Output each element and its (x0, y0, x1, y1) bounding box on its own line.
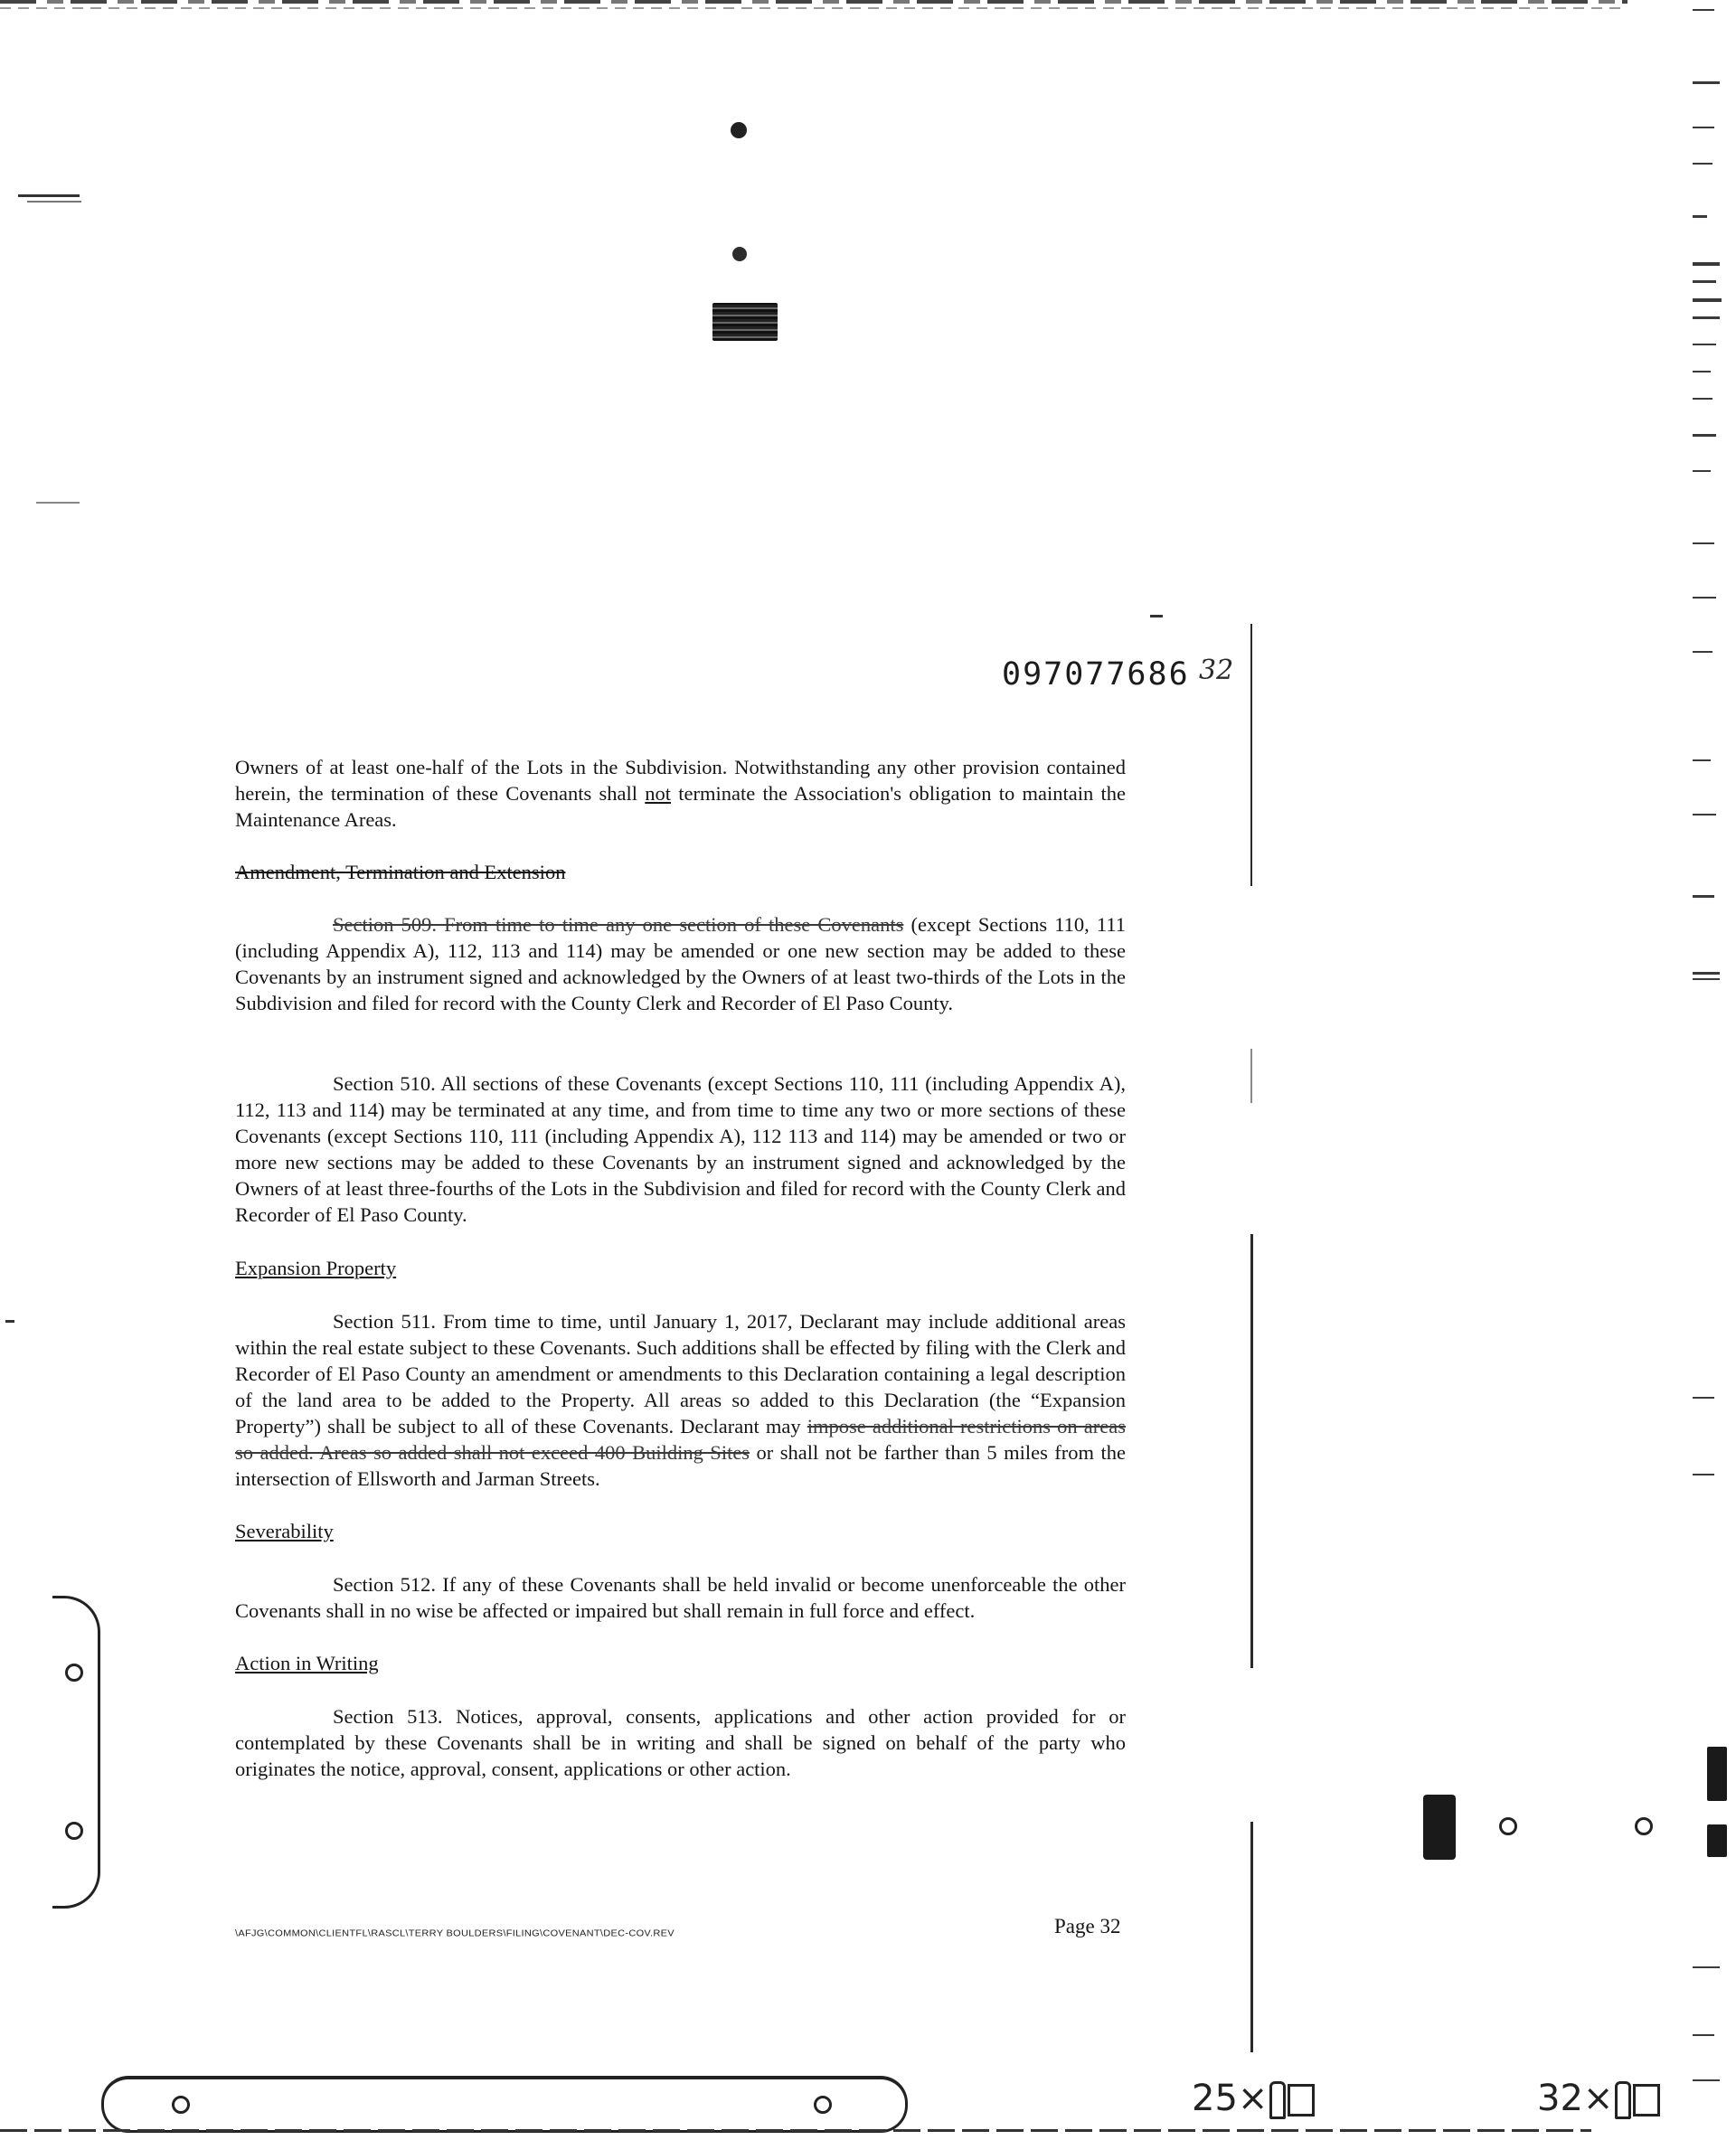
scan-border-bottom (0, 2129, 1591, 2132)
heading-action-in-writing: Action in Writing (235, 1652, 379, 1674)
scan-margin-mark (36, 502, 80, 504)
binder-ring (814, 2096, 832, 2114)
footer-file-path: \AFJG\COMMON\CLIENTFL\RASCL\TERRY BOULDERS\FILING\COVENANT\DEC-COV.REV (235, 1928, 675, 1939)
scan-size-label-right: 32× (1537, 2078, 1660, 2119)
scan-size-label-left: 25× (1192, 2078, 1315, 2119)
scan-margin-mark (5, 1320, 14, 1323)
scan-border-top-dashes (0, 7, 1628, 9)
section-510: Section 510. All sections of these Covenants (except Sections 110, 111 (including Appendix A), 112, 113 and 114) may be terminated at any time, and from time to time any two or more sections of these Covenants (except Sections 110, 111 (including Appendix A), 112 113 and 114) may be amended or two or more new sections may be added to these Covenants by an instrument signed and acknowledged by the Owners of at least three-fourths of the Lots in the Subdivision and filed for record with the County Clerk and Recorder of El Paso County. (235, 1072, 1126, 1226)
scan-vertical-line (1250, 1822, 1253, 2052)
recorder-stamp-mark (712, 303, 778, 341)
paragraph-intro: Owners of at least one-half of the Lots in the Subdivision. Notwithstanding any other provision contained herein, the termination of these Covenants shall not terminate the Association's obligation to maintain the Maintenance Areas. (235, 756, 1126, 831)
heading-amendment: Amendment, Termination and Extension (235, 861, 566, 883)
binder-ring (1499, 1817, 1517, 1835)
punch-hole-mark (731, 122, 747, 138)
binder-ring (65, 1822, 83, 1840)
scan-border-top (0, 0, 1628, 4)
scan-margin-mark (18, 194, 80, 197)
heading-severability: Severability (235, 1520, 334, 1542)
binder-bracket (52, 1596, 100, 1909)
section-512: Section 512. If any of these Covenants shall be held invalid or become unenforceable the other Covenants shall in no wise be affected or impaired but shall remain in full force and effect. (235, 1573, 1126, 1622)
scan-vertical-line (1250, 1234, 1253, 1668)
heading-expansion-property: Expansion Property (235, 1257, 397, 1279)
section-513: Section 513. Notices, approval, consents, applications and other action provided for or contemplated by these Covenants shall be in writing and shall be signed on behalf of the party who originates the notice, approval, consent, applications or other action. (235, 1705, 1126, 1780)
page-number: Page 32 (1054, 1915, 1121, 1937)
binder-tab (1423, 1795, 1456, 1860)
binder-ring (1635, 1817, 1653, 1835)
punch-hole-mark (732, 247, 747, 261)
section-511: Section 511. From time to time, until January 1, 2017, Declarant may include additional areas within the real estate subject to these Covenants. Such additions shall be effected by filing with the Clerk and Recorder of El Paso County an amendment or amendments to this Declaration containing a legal description of the land area to be added to the Property. All areas so added to this Declaration (the “Expansion Property”) shall be subject to all of these Covenants. Declarant may impose additional restrictions on areas so added. Areas so added shall not exceed 400 Building Sites or shall not be farther than 5 miles from the intersection of Ellsworth and Jarman Streets. (235, 1310, 1127, 1490)
recording-number-handwritten-suffix: 32 (1199, 655, 1234, 686)
recording-number: 097077686 (1002, 656, 1190, 693)
scan-edge-marks (1691, 0, 1736, 2140)
scan-bottom-frame (101, 2076, 908, 2133)
scan-vertical-line (1250, 624, 1252, 886)
scan-margin-mark (27, 201, 81, 203)
section-509: Section 509. From time to time any one section of these Covenants (except Sections 110, 111 (including Appendix A), 112, 113 and 114) may be amended or one new section may be added to these Covenants by an instrument signed and acknowledged by the Owners of at least two-thirds of the Lots in the Subdivision and filed for record with the County Clerk and Recorder of El Paso County. (235, 913, 1126, 1014)
binder-ring (65, 1664, 83, 1682)
scan-mark (1150, 615, 1163, 617)
binder-ring (172, 2096, 190, 2114)
scan-vertical-line (1250, 1049, 1252, 1103)
